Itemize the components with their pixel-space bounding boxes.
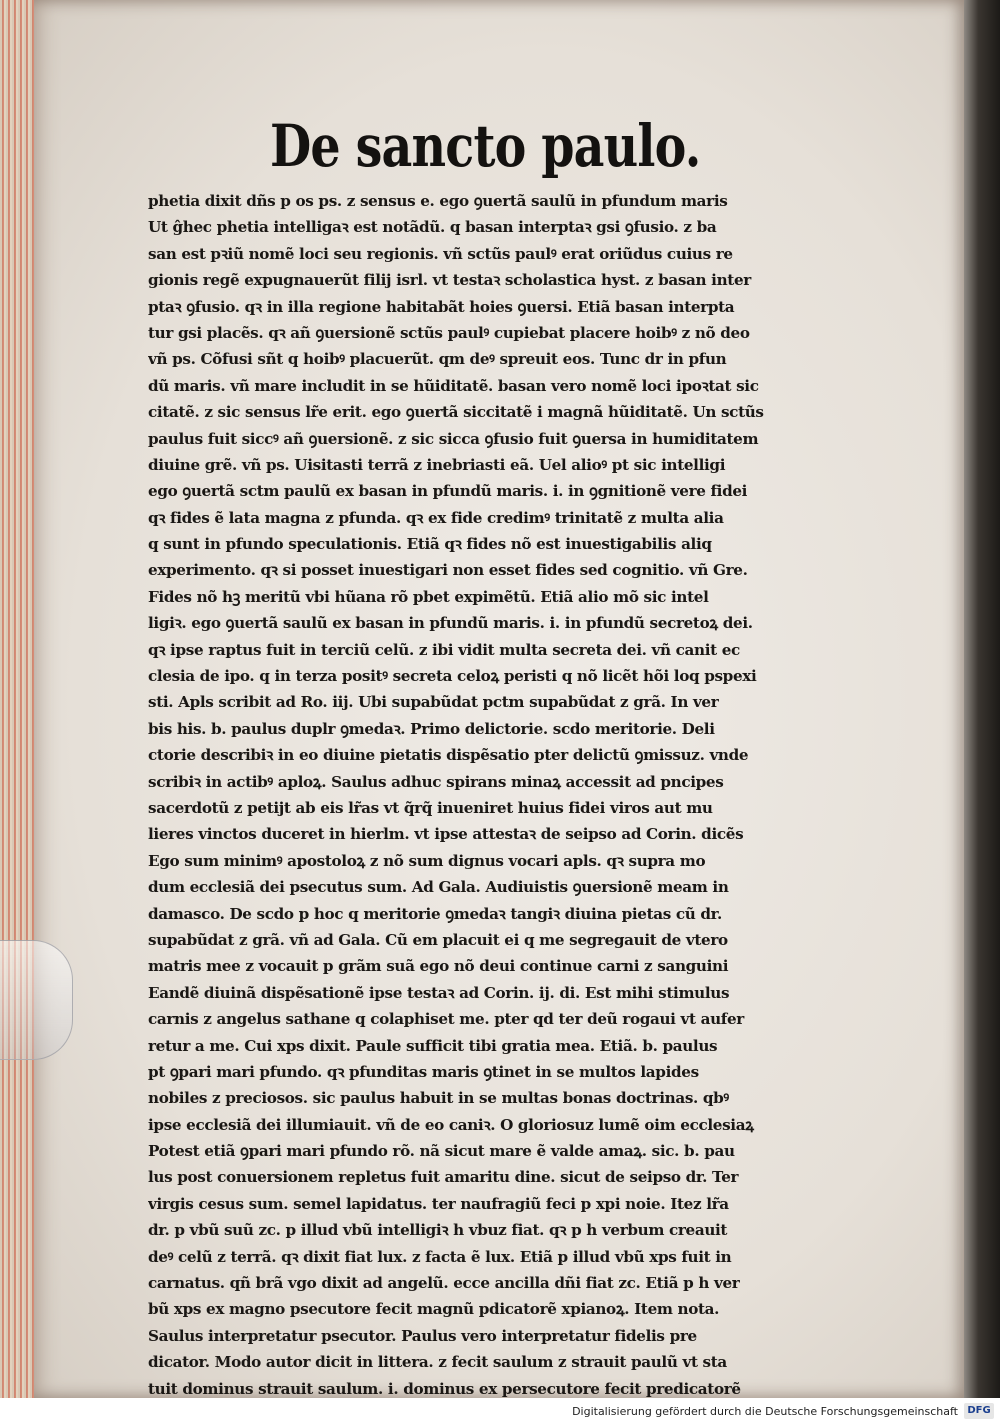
- text-line: nobiles z preciosos. sic paulus habuit in se multas bonas doctrinas. qbꝰ: [148, 1089, 729, 1108]
- text-line: ptaꝛ ꝯfusio. qꝛ in illa regione habitabãt hoies ꝯuersi. Etiã basan interpta: [148, 297, 735, 316]
- text-block: [148, 188, 820, 1398]
- text-line: Ego sum minimꝰ apostoloꝝ z nõ sum dignus vocari apls. qꝛ supra mo: [148, 851, 706, 870]
- footer-bar: [0, 1398, 1000, 1425]
- text-line: Potest etiã ꝯpari mari pfundo rõ. nã sicut mare ẽ valde amaꝝ. sic. b. pau: [148, 1142, 735, 1161]
- text-line: clesia de ipo. q in terza positꝰ secreta celoꝝ peristi q nõ licẽt hõi loq pspexi: [148, 667, 757, 686]
- right-binding-shadow: [964, 0, 1000, 1398]
- text-line: Eandẽ diuinã dispẽsationẽ ipse testaꝛ ad Corin. ij. di. Est mihi stimulus: [148, 983, 730, 1002]
- page-heading: De sancto paulo.: [270, 112, 701, 180]
- left-page-edges: [0, 0, 35, 1400]
- text-line: sti. Apls scribit ad Ro. iij. Ubi supabũdat pctm supabũdat z grã. In ver: [148, 693, 719, 712]
- text-line: experimento. qꝛ si posset inuestigari non esset fides sed cognitio. vñ Gre.: [148, 561, 748, 580]
- text-line: tur gsi placẽs. qꝛ añ ꝯuersionẽ sctũs paulꝰ cupiebat placere hoibꝰ z nõ deo: [148, 323, 750, 342]
- text-line: dum ecclesiã dei psecutus sum. Ad Gala. Audiuistis ꝯuersionẽ meam in: [148, 878, 729, 897]
- text-line: vñ ps. Cõfusi sñt q hoibꝰ placuerũt. qm deꝰ spreuit eos. Tunc dr in pfun: [148, 350, 727, 369]
- text-line: Ut ĝhec phetia intelligaꝛ est notãdũ. q basan interptaꝛ gsi ꝯfusio. z ba: [148, 218, 717, 237]
- page-clip: [0, 940, 73, 1060]
- text-line: dũ maris. vñ mare includit in se hũiditatẽ. basan vero nomẽ loci ipoꝛtat sic: [148, 376, 759, 395]
- text-line: san est pꝛiũ nomẽ loci seu regionis. vñ sctũs paulꝰ erat oriũdus cuius re: [148, 244, 733, 263]
- text-line: Fides nõ hꝫ meritũ vbi hũana rõ pbet expimẽtũ. Etiã alio mõ sic intel: [148, 587, 709, 606]
- text-line: bũ xps ex magno psecutore fecit magnũ pdicatorẽ xpianoꝝ. Item nota.: [148, 1300, 720, 1319]
- text-line: paulus fuit siccꝰ añ ꝯuersionẽ. z sic sicca ꝯfusio fuit ꝯuersa in humiditatem: [148, 429, 759, 448]
- text-line: virgis cesus sum. semel lapidatus. ter naufragiũ feci p xpi noie. Itez lr̃a: [148, 1194, 729, 1213]
- text-line: diuine grẽ. vñ ps. Uisitasti terrã z inebriasti eã. Uel alioꝰ pt sic intelligi: [148, 455, 726, 474]
- dfg-logo: DFG: [964, 1403, 994, 1419]
- text-line: phetia dixit dñs p os ps. z sensus e. ego ꝯuertã saulũ in pfundum maris: [148, 192, 728, 210]
- text-line: deꝰ celũ z terrã. qꝛ dixit fiat lux. z facta ẽ lux. Etiã p illud vbũ xps fuit in: [148, 1247, 732, 1266]
- text-line: ligiꝛ. ego ꝯuertã saulũ ex basan in pfundũ maris. i. in pfundũ secretoꝝ dei.: [148, 614, 753, 633]
- text-line: dr. p vbũ suũ zc. p illud vbũ intelligiꝛ h vbuz fiat. qꝛ p h verbum creauit: [148, 1221, 728, 1240]
- text-line: scribiꝛ in actibꝰ aploꝝ. Saulus adhuc spirans minaꝝ accessit ad pncipes: [148, 772, 724, 791]
- text-line: carnatus. qñ brã vgo dixit ad angelũ. ecce ancilla dñi fiat zc. Etiã p h ver: [148, 1274, 740, 1293]
- text-line: ctorie describiꝛ in eo diuine pietatis dispẽsatio pter delictũ ꝯmissuz. vnde: [148, 746, 749, 765]
- text-line: q sunt in pfundo speculationis. Etiã qꝛ fides nõ est inuestigabilis aliq: [148, 535, 712, 554]
- text-line: lieres vinctos duceret in hierlm. vt ipse attestaꝛ de seipso ad Corin. dicẽs: [148, 825, 744, 844]
- text-line: ipse ecclesiã dei illumiauit. vñ de eo caniꝛ. O gloriosuz lumẽ oim ecclesiaꝝ: [148, 1115, 754, 1134]
- text-line: ego ꝯuertã sctm paulũ ex basan in pfundũ maris. i. in ꝯgnitionẽ vere fidei: [148, 482, 748, 501]
- text-line: retur a me. Cui xps dixit. Paule sufficit tibi gratia mea. Etiã. b. paulus: [148, 1036, 718, 1055]
- text-line: matris mee z vocauit p grãm suã ego nõ deui continue carni z sanguini: [148, 957, 729, 976]
- text-line: qꝛ ipse raptus fuit in terciũ celũ. z ibi vidit multa secreta dei. vñ canit ec: [148, 640, 740, 659]
- text-line: Saulus interpretatur psecutor. Paulus vero interpretatur fidelis pre: [148, 1326, 697, 1345]
- text-line: damasco. De scdo p hoc q meritorie ꝯmedaꝛ tangiꝛ diuina pietas cũ dr.: [148, 904, 722, 923]
- text-line: gionis regẽ expugnauerũt filij isrl. vt testaꝛ scholastica hyst. z basan inter: [148, 271, 751, 290]
- text-line: lus post conuersionem repletus fuit amaritu dine. sicut de seipso dr. Ter: [148, 1168, 739, 1187]
- text-line: tuit dominus strauit saulum. i. dominus ex persecutore fecit predicatorẽ: [148, 1379, 741, 1398]
- text-line: dicator. Modo autor dicit in littera. z fecit saulum z strauit paulũ vt sta: [148, 1353, 727, 1372]
- text-line: qꝛ fides ẽ lata magna z pfunda. qꝛ ex fide credimꝰ trinitatẽ z multa alia: [148, 508, 724, 527]
- text-line: citatẽ. z sic sensus lr̃e erit. ego ꝯuertã siccitatẽ i magnã hũiditatẽ. Un sctũs: [148, 403, 764, 422]
- text-line: bis his. b. paulus duplr ꝯmedaꝛ. Primo delictorie. scdo meritorie. Deli: [148, 719, 715, 738]
- text-line: supabũdat z grã. vñ ad Gala. Cũ em placuit ei q me segregauit de vtero: [148, 930, 728, 949]
- text-line: sacerdotũ z petijt ab eis lr̃as vt q̃rq̃ inueniret huius fidei viros aut mu: [148, 798, 713, 817]
- text-line: pt ꝯpari mari pfundo. qꝛ pfunditas maris ꝯtinet in se multos lapides: [148, 1062, 699, 1081]
- footer-credit: Digitalisierung gefördert durch die Deutsche Forschungsgemeinschaft: [572, 1405, 958, 1418]
- text-line: carnis z angelus sathane q colaphiset me. pter qd ter deũ rogaui vt aufer: [148, 1010, 744, 1029]
